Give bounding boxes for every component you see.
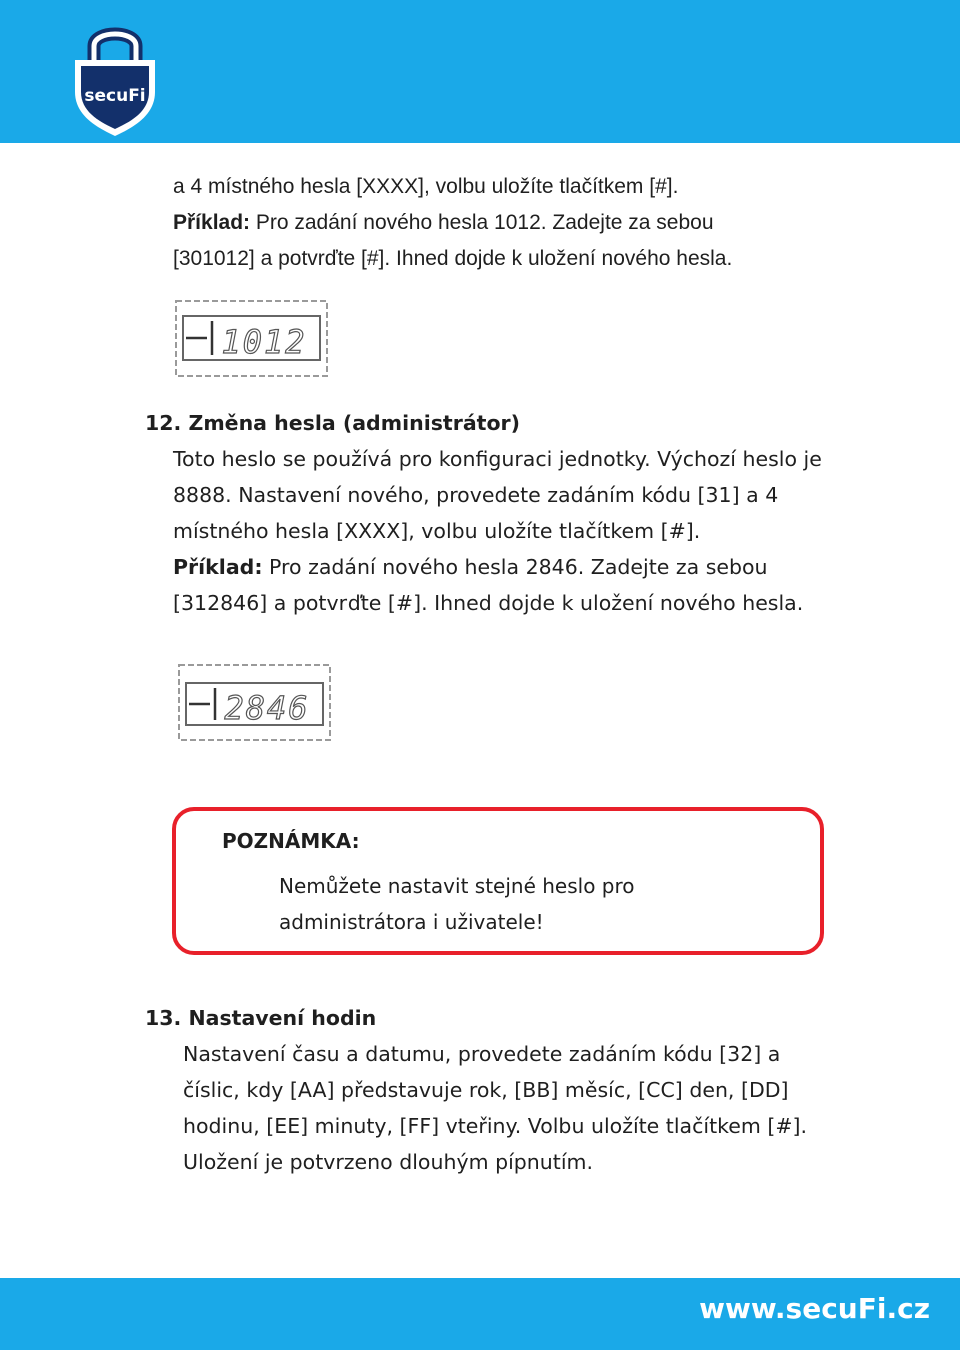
lcd-display-image xyxy=(177,663,333,743)
paragraph-line: Toto heslo se používá pro konfiguraci jednotky. Výchozí heslo je xyxy=(173,447,822,471)
example-text: Pro zadání nového hesla 1012. Zadejte za sebou xyxy=(250,211,714,234)
paragraph-line: 8888. Nastavení nového, provedete zadáním kódu [31] a 4 xyxy=(173,483,779,507)
example-label: Příklad: xyxy=(173,555,263,579)
example-label: Příklad: xyxy=(173,211,251,234)
section-title: 12. Změna hesla (administrátor) xyxy=(145,411,521,435)
lcd-display-image xyxy=(174,299,330,379)
section-title: 13. Nastavení hodin xyxy=(145,1006,377,1030)
example-line xyxy=(173,205,873,241)
logo-text: secuFi xyxy=(84,86,146,106)
note-line: Nemůžete nastavit stejné heslo pro xyxy=(279,874,635,898)
paragraph-line: Nastavení času a datumu, provedete zadáním kódu [32] a xyxy=(183,1042,781,1066)
note-box xyxy=(172,807,824,955)
paragraph-line: místného hesla [XXXX], volbu uložíte tlačítkem [#]. xyxy=(173,519,701,543)
note-title: POZNÁMKA: xyxy=(222,829,360,853)
paragraph-line: Uložení je potvrzeno dlouhým pípnutím. xyxy=(183,1150,593,1174)
paragraph-line: a 4 místného hesla [XXXX], volbu uložíte tlačítkem [#]. xyxy=(173,175,679,198)
footer-url-link[interactable]: www.secuFi.cz xyxy=(699,1292,930,1325)
paragraph-line: hodinu, [EE] minuty, [FF] vteřiny. Volbu uložíte tlačítkem [#]. xyxy=(183,1114,808,1138)
note-text xyxy=(279,868,759,940)
paragraph-line: [312846] a potvrďte [#]. Ihned dojde k uložení nového hesla. xyxy=(173,591,804,615)
paragraph-line: číslic, kdy [AA] představuje rok, [BB] měsíc, [CC] den, [DD] xyxy=(183,1078,789,1102)
lcd-digits: 2846 xyxy=(224,689,310,727)
header-bar xyxy=(0,0,960,143)
example-line xyxy=(173,549,873,585)
lcd-digits: 1012 xyxy=(221,323,307,361)
example-text: Pro zadání nového hesla 2846. Zadejte za sebou xyxy=(262,555,768,579)
paragraph-line: [301012] a potvrďte [#]. Ihned dojde k uložení nového hesla. xyxy=(173,247,733,270)
note-line: administrátora i uživatele! xyxy=(279,910,544,934)
secufi-lock-logo-icon xyxy=(70,18,160,140)
footer-bar xyxy=(0,1278,960,1350)
